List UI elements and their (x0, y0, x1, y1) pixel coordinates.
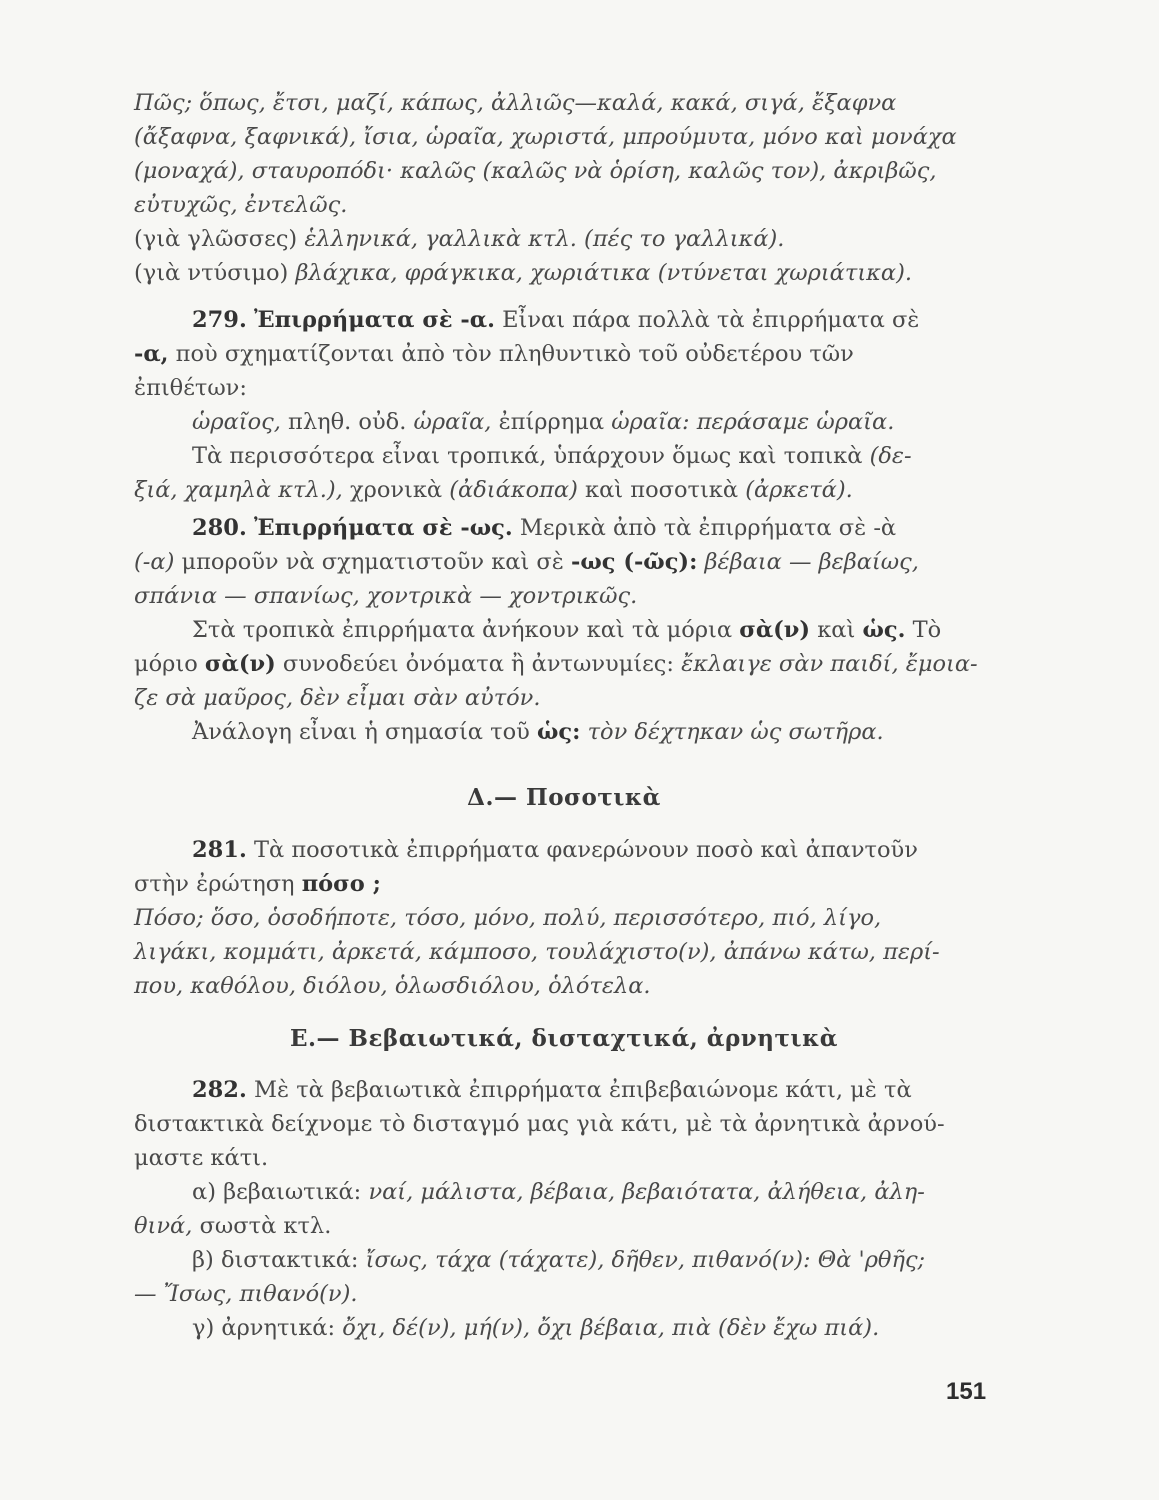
list-item: β) διστακτικά: ἴσως, τάχα (τάχατε), δῆθεν, πιθανό(ν): Θὰ 'ρθῆς; (192, 1247, 926, 1273)
adverb-list-block (134, 86, 994, 290)
text-line: μαστε κάτι. (134, 1145, 269, 1171)
section-number: 279. (192, 307, 247, 333)
text-line: σπάνια — σπανίως, χοντρικὰ — χοντρικῶς. (134, 583, 638, 609)
text-line: λιγάκι, κομμάτι, ἀρκετά, κάμποσο, τουλάχιστο(ν), ἀπάνω κάτω, περί- (134, 939, 940, 965)
page-number: 151 (946, 1378, 987, 1405)
section-heading-line: 279. Ἐπιρρήματα σὲ -α. Εἶναι πάρα πολλὰ τὰ ἐπιρρήματα σὲ (192, 307, 920, 333)
list-item: γ) ἀρνητικά: ὄχι, δέ(ν), μή(ν), ὄχι βέβαια, πιὰ (δὲν ἔχω πιά). (192, 1315, 880, 1341)
text-line: που, καθόλου, διόλου, ὁλωσδιόλου, ὁλότελα. (134, 973, 651, 999)
text-line: (ἄξαφνα, ξαφνικά), ἴσια, ὡραῖα, χωριστά, μπρούμυτα, μόνο καὶ μονάχα (134, 124, 957, 150)
text-line: Τὰ περισσότερα εἶναι τροπικά, ὑπάρχουν ὅμως καὶ τοπικὰ (δε- (192, 443, 912, 469)
text-line: ξιά, χαμηλὰ κτλ.), χρονικὰ (ἀδιάκοπα) καὶ ποσοτικὰ (ἀρκετά). (134, 477, 853, 503)
section-282 (134, 1073, 994, 1345)
text-line: (γιὰ γλῶσσες) ἑλληνικά, γαλλικὰ κτλ. (πές το γαλλικά). (134, 226, 785, 252)
section-heading-line: 281. Τὰ ποσοτικὰ ἐπιρρήματα φανερώνουν ποσὸ καὶ ἀπαντοῦν (192, 837, 918, 863)
text-line: εὐτυχῶς, ἐντελῶς. (134, 192, 348, 218)
section-279 (134, 303, 994, 507)
section-title: Ἐπιρρήματα σὲ -α. (253, 307, 495, 333)
text-line: Πῶς; ὅπως, ἔτσι, μαζί, κάπως, ἀλλιῶς—καλά, κακά, σιγά, ἔξαφνα (134, 90, 897, 116)
section-heading-quantitative: Δ.— Ποσοτικὰ (467, 784, 661, 811)
text-line: διστακτικὰ δείχνομε τὸ δισταγμό μας γιὰ κάτι, μὲ τὰ ἀρνητικὰ ἀρνού- (134, 1111, 945, 1137)
text-line: Στὰ τροπικὰ ἐπιρρήματα ἀνήκουν καὶ τὰ μόρια σὰ(ν) καὶ ὡς. Τὸ (192, 617, 942, 643)
text-line: -α, ποὺ σχηματίζονται ἀπὸ τὸν πληθυντικὸ τοῦ οὐδετέρου τῶν (134, 341, 854, 367)
list-item: α) βεβαιωτικά: ναί, μάλιστα, βέβαια, βεβαιότατα, ἀλήθεια, ἀλη- (192, 1179, 925, 1205)
section-280 (134, 511, 994, 749)
text-line: (γιὰ ντύσιμο) βλάχικα, φράγκικα, χωριάτικα (ντύνεται χωριάτικα). (134, 260, 913, 286)
section-heading-line: 280. Ἐπιρρήματα σὲ -ως. Μερικὰ ἀπὸ τὰ ἐπιρρήματα σὲ -ὰ (192, 515, 897, 541)
text-line: (μοναχά), σταυροπόδι· καλῶς (καλῶς νὰ ὁρίση, καλῶς τον), ἀκριβῶς, (134, 158, 937, 184)
text-line: — Ἴσως, πιθανό(ν). (134, 1281, 358, 1307)
text-line: Ἀνάλογη εἶναι ἡ σημασία τοῦ ὡς: τὸν δέχτηκαν ὡς σωτῆρα. (192, 719, 884, 745)
text-line: ὡραῖος, πληθ. οὐδ. ὡραῖα, ἐπίρρημα ὡραῖα: περάσαμε ὡραῖα. (192, 409, 895, 435)
section-number: 281. (192, 837, 247, 863)
text-line: μόριο σὰ(ν) συνοδεύει ὀνόματα ἢ ἀντωνυμίες: ἔκλαιγε σὰν παιδί, ἔμοια- (134, 651, 978, 677)
section-heading-line: 282. Μὲ τὰ βεβαιωτικὰ ἐπιρρήματα ἐπιβεβαιώνομε κάτι, μὲ τὰ (192, 1077, 912, 1103)
section-number: 282. (192, 1077, 247, 1103)
text-line: ζε σὰ μαῦρος, δὲν εἶμαι σὰν αὐτόν. (134, 685, 541, 711)
section-title: Ἐπιρρήματα σὲ -ως. (253, 515, 513, 541)
text-line: (-α) μποροῦν νὰ σχηματιστοῦν καὶ σὲ -ως (-ῶς): βέβαια — βεβαίως, (134, 549, 919, 575)
section-281 (134, 833, 994, 1003)
section-heading-affirmative: Ε.— Βεβαιωτικά, δισταχτικά, ἀρνητικὰ (289, 1025, 839, 1052)
text-line: θινά, σωστὰ κτλ. (134, 1213, 332, 1239)
section-number: 280. (192, 515, 247, 541)
text-line: στὴν ἐρώτηση πόσο ; (134, 871, 381, 897)
text-line: Πόσο; ὅσο, ὁσοδήποτε, τόσο, μόνο, πολύ, περισσότερο, πιό, λίγο, (134, 905, 882, 931)
text-line: ἐπιθέτων: (134, 375, 247, 401)
